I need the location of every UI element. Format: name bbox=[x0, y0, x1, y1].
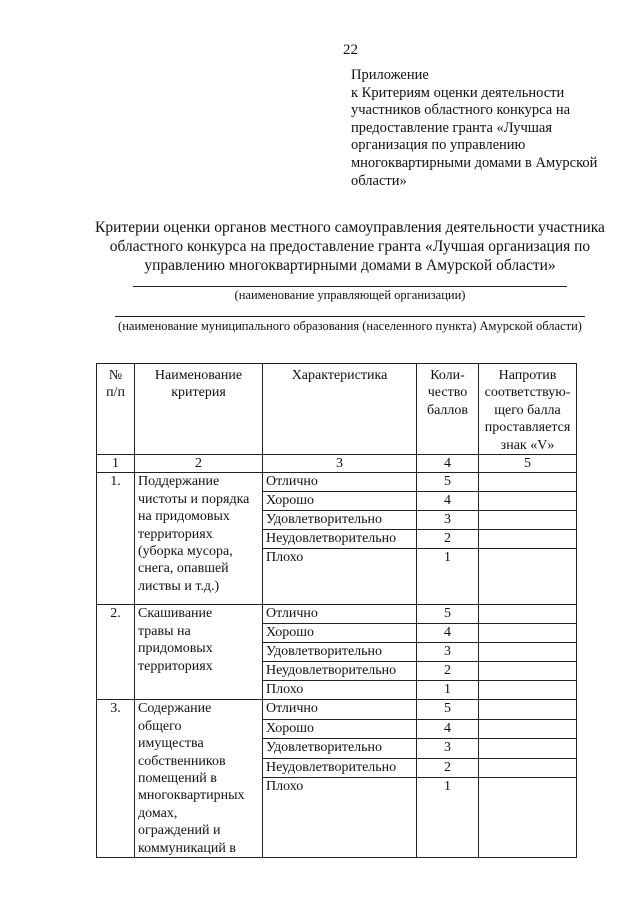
criteria-table bbox=[96, 363, 577, 858]
criterion-name-line: Содержание bbox=[138, 701, 212, 717]
grade-score: 3 bbox=[417, 739, 479, 758]
appendix-line: участников областного конкурса на bbox=[351, 102, 571, 119]
mark-cell[interactable] bbox=[479, 739, 577, 758]
header-mark bbox=[479, 364, 577, 455]
grade-label: Отлично bbox=[263, 473, 417, 492]
criterion-name-line: домах, bbox=[138, 805, 178, 821]
grade-score: 3 bbox=[417, 511, 479, 530]
mark-cell[interactable] bbox=[479, 473, 577, 492]
mark-cell[interactable] bbox=[479, 605, 577, 624]
header-text: соответствую- bbox=[484, 385, 571, 401]
column-number-row bbox=[97, 455, 577, 473]
grade-label: Отлично bbox=[263, 605, 417, 624]
criterion-number: 3. bbox=[97, 700, 135, 858]
criterion-name-line: территориях bbox=[138, 526, 213, 542]
mark-cell[interactable] bbox=[479, 681, 577, 700]
grade-score: 1 bbox=[417, 681, 479, 700]
criterion-name-line: общего bbox=[138, 718, 182, 734]
criterion-row bbox=[97, 473, 577, 492]
header-text: п/п bbox=[106, 385, 125, 401]
mark-cell[interactable] bbox=[479, 492, 577, 511]
grade-score: 3 bbox=[417, 643, 479, 662]
column-number: 5 bbox=[479, 455, 577, 473]
appendix-note bbox=[351, 67, 621, 190]
grade-label: Плохо bbox=[263, 549, 417, 605]
criterion-name-line: ограждений и bbox=[138, 823, 221, 839]
grade-score: 4 bbox=[417, 624, 479, 643]
criterion-number: 2. bbox=[97, 605, 135, 700]
header-text: щего балла bbox=[494, 402, 561, 418]
grade-label: Отлично bbox=[263, 700, 417, 719]
criterion-name-line: многоквартирных bbox=[138, 788, 245, 804]
mark-cell[interactable] bbox=[479, 719, 577, 738]
grade-label: Хорошо bbox=[263, 624, 417, 643]
grade-score: 5 bbox=[417, 473, 479, 492]
criterion-name-line: имущества bbox=[138, 736, 204, 752]
grade-label: Неудовлетворительно bbox=[263, 662, 417, 681]
mark-cell[interactable] bbox=[479, 549, 577, 605]
title-line: областного конкурса на предоставление гранта «Лучшая организация по bbox=[109, 238, 591, 255]
appendix-line: Приложение bbox=[351, 67, 429, 83]
grade-score: 4 bbox=[417, 492, 479, 511]
organization-fill-line bbox=[133, 286, 567, 287]
mark-cell[interactable] bbox=[479, 511, 577, 530]
criterion-name-line: листвы и т.д.) bbox=[138, 578, 220, 594]
grade-label: Неудовлетворительно bbox=[263, 530, 417, 549]
grade-score: 5 bbox=[417, 700, 479, 719]
criterion-name-line: на придомовых bbox=[138, 509, 230, 525]
header-text: № bbox=[108, 368, 123, 383]
grade-label: Плохо bbox=[263, 778, 417, 858]
header-text: знак «V» bbox=[500, 437, 555, 453]
mark-cell[interactable] bbox=[479, 624, 577, 643]
header-text: Наименование bbox=[154, 368, 243, 383]
grade-label: Плохо bbox=[263, 681, 417, 700]
criterion-name-line: чистоты и порядка bbox=[138, 491, 250, 507]
grade-score: 2 bbox=[417, 530, 479, 549]
appendix-line: предоставление гранта «Лучшая bbox=[351, 119, 553, 136]
appendix-line: многоквартирными домами в Амурской bbox=[351, 154, 598, 171]
header-number bbox=[97, 364, 135, 455]
appendix-line: к Критериям оценки деятельности bbox=[351, 84, 565, 101]
criterion-row bbox=[97, 700, 577, 719]
column-number: 1 bbox=[97, 455, 135, 473]
municipality-fill-line bbox=[115, 316, 585, 317]
grade-label: Удовлетворительно bbox=[263, 739, 417, 758]
page-number: 22 bbox=[343, 42, 358, 58]
header-text: Напротив bbox=[498, 368, 557, 383]
appendix-line: организация по управлению bbox=[351, 137, 526, 154]
header-text: баллов bbox=[426, 402, 469, 418]
title-line: управлению многоквартирными домами в Амурской области» bbox=[144, 257, 556, 274]
organization-caption: (наименование управляющей организации) bbox=[234, 288, 466, 302]
grade-score: 4 bbox=[417, 719, 479, 738]
mark-cell[interactable] bbox=[479, 530, 577, 549]
criterion-number: 1. bbox=[97, 473, 135, 605]
header-text: Коли- bbox=[430, 368, 465, 383]
header-text: критерия bbox=[171, 385, 226, 401]
mark-cell[interactable] bbox=[479, 700, 577, 719]
grade-label: Неудовлетворительно bbox=[263, 758, 417, 777]
criterion-name-line: снега, опавшей bbox=[138, 561, 229, 577]
grade-label: Хорошо bbox=[263, 492, 417, 511]
criterion-name-line: травы на bbox=[138, 623, 191, 639]
mark-cell[interactable] bbox=[479, 643, 577, 662]
criterion-name bbox=[135, 700, 263, 858]
grade-score: 5 bbox=[417, 605, 479, 624]
header-text: чество bbox=[427, 385, 468, 401]
header-criterion-name bbox=[135, 364, 263, 455]
header-text: проставляется bbox=[484, 420, 571, 436]
header-characteristic bbox=[263, 364, 417, 455]
appendix-line: области» bbox=[351, 172, 407, 189]
mark-cell[interactable] bbox=[479, 778, 577, 858]
column-number: 3 bbox=[263, 455, 417, 473]
criterion-name-line: собственников bbox=[138, 753, 226, 769]
grade-label: Хорошо bbox=[263, 719, 417, 738]
document-title bbox=[70, 218, 630, 275]
criterion-name-line: придомовых bbox=[138, 641, 213, 657]
column-number: 4 bbox=[417, 455, 479, 473]
grade-label: Удовлетворительно bbox=[263, 643, 417, 662]
criterion-name bbox=[135, 473, 263, 605]
grade-score: 1 bbox=[417, 549, 479, 605]
criterion-name-line: коммуникаций в bbox=[138, 840, 236, 856]
table-header-row bbox=[97, 364, 577, 455]
column-number: 2 bbox=[135, 455, 263, 473]
criterion-name-line: помещений в bbox=[138, 771, 217, 787]
municipality-caption: (наименование муниципального образования (населенного пункта) Амурской области) bbox=[118, 319, 582, 333]
criterion-name-line: Поддержание bbox=[138, 474, 220, 490]
header-score-count bbox=[417, 364, 479, 455]
header-text: Характеристика bbox=[291, 368, 388, 383]
mark-cell[interactable] bbox=[479, 758, 577, 777]
grade-score: 2 bbox=[417, 758, 479, 777]
title-line: Критерии оценки органов местного самоуправления деятельности участника bbox=[95, 219, 605, 236]
grade-label: Удовлетворительно bbox=[263, 511, 417, 530]
criterion-name bbox=[135, 605, 263, 700]
mark-cell[interactable] bbox=[479, 662, 577, 681]
criterion-name-line: территориях bbox=[138, 658, 213, 674]
criterion-row bbox=[97, 605, 577, 624]
criterion-name-line: Скашивание bbox=[138, 606, 213, 622]
grade-score: 1 bbox=[417, 778, 479, 858]
criterion-name-line: (уборка мусора, bbox=[138, 544, 233, 560]
grade-score: 2 bbox=[417, 662, 479, 681]
